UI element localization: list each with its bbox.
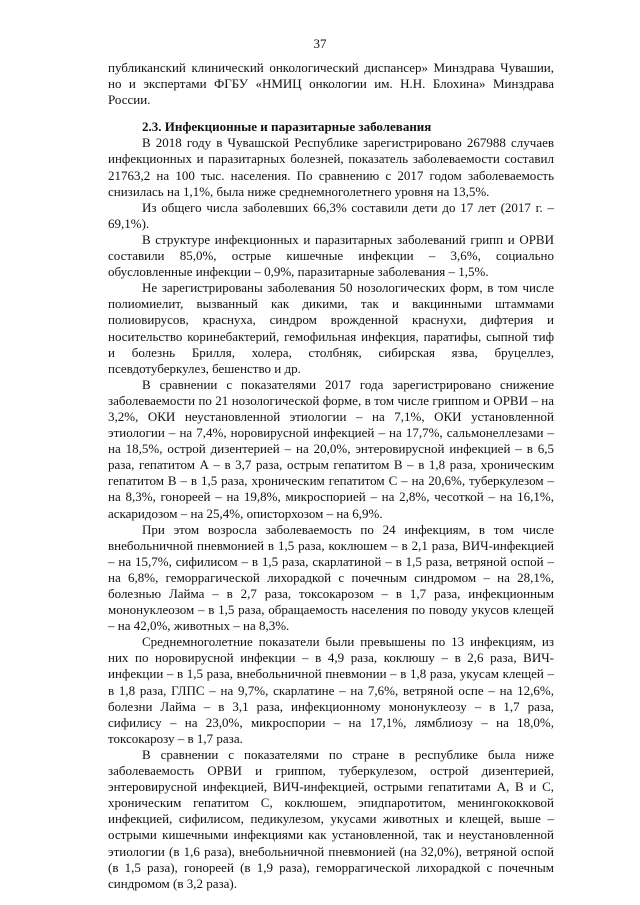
page-number: 37: [313, 36, 327, 51]
intro-paragraph: публиканский клинический онкологический диспансер» Минздрава Чувашии, но и экспертами ФГБУ «НМИЦ онкологии им. Н.Н. Блохина» Минздрава России.: [108, 60, 554, 108]
paragraph-registered-cases: В 2018 году в Чувашской Республике зарегистрировано 267988 случаев инфекционных и паразитарных болезней, показатель заболеваемости составил 21763,2 на 100 тыс. населения. По сравнению с 2017 годом заболеваемость снизилась на 1,1%, была ниже среднемноголетнего уровня на 13,5%.: [108, 135, 554, 199]
paragraph-decrease: В сравнении с показателями 2017 года зарегистрировано снижение заболеваемости по 21 нозологической форме, в том числе гриппом и ОРВИ – на 3,2%, ОКИ неустановленной этиологии – на 7,1%, ОКИ установленной этиологии – на 7,4%, норовирусной инфекцией – на 17,7%, сальмонеллезами – на 18,5%, острой дизентерией – на 20,0%, энтеровирусной инфекцией – в 6,5 раза, гепатитом А – в 3,7 раза, острым гепатитом В – в 1,8 раза, хроническим гепатитом В – в 1,5 раза, хроническим гепатитом С – на 20,6%, туберкулезом – на 8,3%, гонореей – на 19,8%, микроспорией – на 2,8%, чесоткой – на 16,1%, аскаридозом – на 25,4%, описторхозом – на 6,9%.: [108, 376, 554, 521]
paragraph-children-share: Из общего числа заболевших 66,3% составили дети до 17 лет (2017 г. – 69,1%).: [108, 199, 554, 231]
section-heading: 2.3. Инфекционные и паразитарные заболевания: [142, 119, 432, 135]
paragraph-increase: При этом возросла заболеваемость по 24 инфекциям, в том числе внебольничной пневмонией в 1,5 раза, коклюшем – в 2,1 раза, ВИЧ-инфекцией – на 15,7%, сифилисом – в 1,5 раза, скарлатиной – в 1,5 раза, ветряной оспой – на 6,8%, геморрагической лихорадкой с почечным синдромом – на 28,1%, болезнью Лайма – в 2,7 раза, токсокарозом – в 1,7 раза, инфекционным мононуклеозом – в 1,5 раза, обращаемость населения по поводу укусов клещей – на 42,0%, животных – на 8,3%.: [108, 521, 554, 634]
document-body: [108, 60, 554, 892]
paragraph-not-registered: Не зарегистрированы заболевания 50 нозологических форм, в том числе полиомиелит, вызванный как дикими, так и вакцинными штаммами полиовирусов, краснуха, синдром врожденной краснухи, дифтерия и носительство коринебактерий, гемофильная инфекция, паратифы, сыпной тиф и болезнь Брилля, холера, столбняк, сибирская язва, бруцеллез, псевдотуберкулез, бешенство и др.: [108, 280, 554, 376]
paragraph-country-comparison: В сравнении с показателями по стране в республике была ниже заболеваемость ОРВИ и гриппом, туберкулезом, острой дизентерией, энтеровирусной инфекцией, ВИЧ-инфекцией, острыми гепатитами А, В и С, хроническим гепатитом С, коклюшем, эпидпаротитом, менингококковой инфекцией, сифилисом, педикулезом, укусами животных и клещей, выше – острыми кишечными инфекциями как установленной, так и неустановленной этиологии (в 1,6 раза), внебольничной пневмонией (на 32,0%), ветряной оспой (в 1,5 раза), гонореей (в 1,9 раза), геморрагической лихорадкой с почечным синдромом (в 3,2 раза).: [108, 746, 554, 891]
paragraph-long-term-exceeded: Среднемноголетние показатели были превышены по 13 инфекциям, из них по норовирусной инфекции – в 4,9 раза, коклюшу – в 2,6 раза, ВИЧ-инфекции – в 1,5 раза, внебольничной пневмонии – в 1,8 раза, укусам клещей – в 1,8 раза, ГЛПС – на 9,7%, скарлатине – на 7,6%, ветряной оспе – на 12,6%, болезни Лайма – в 3,1 раза, инфекционному мононуклеозу – в 1,7 раза, сифилису – на 23,0%, микроспории – на 17,1%, лямблиозу – на 18,0%, токсокарозу – в 1,7 раза.: [108, 634, 554, 746]
paragraph-structure: В структуре инфекционных и паразитарных заболеваний грипп и ОРВИ составили 85,0%, острые кишечные инфекции – 3,6%, социально обусловленные инфекции – 0,9%, паразитарные заболевания – 1,5%.: [108, 231, 554, 280]
